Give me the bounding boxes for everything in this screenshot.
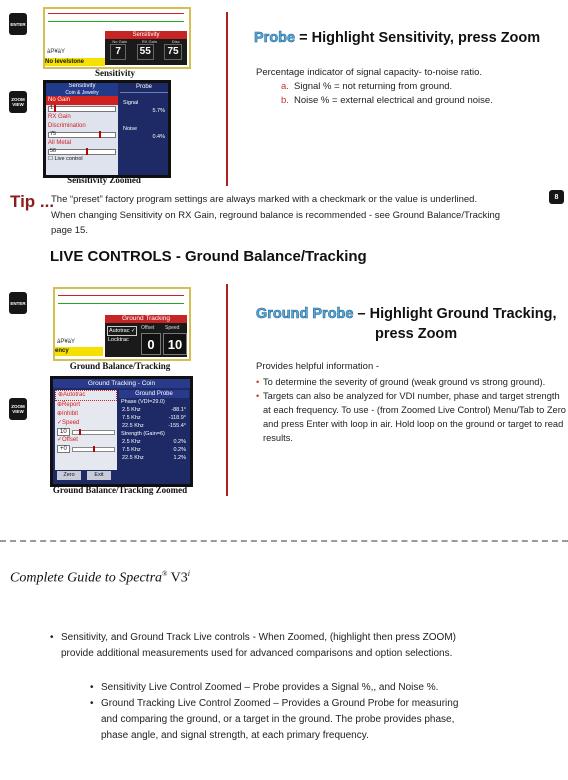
noise-label: Noise [123, 126, 138, 132]
ground-probe-bullet: • To determine the severity of ground (weak ground vs strong ground). [256, 375, 566, 389]
value-rx-gain[interactable]: 55 [137, 44, 154, 60]
strength-row: 7.5 Khz 0.2% [122, 447, 186, 453]
zoomed-item-rx-gain[interactable]: RX Gain [48, 114, 71, 120]
divider-mid [226, 284, 228, 496]
ground-probe-heading [256, 306, 557, 322]
phase-row: 2.5 Khz -88.1° [122, 407, 186, 413]
ground-probe-intro: Provides helpful information - [256, 361, 380, 372]
phase-row: 7.5 Khz -118.9° [122, 415, 186, 421]
zoom-view-key-icon: ZOOM VIEW [9, 398, 27, 420]
zoomed-subtitle: Coin & Jewelry [46, 90, 118, 96]
live-control-label[interactable]: ☐ Live control [48, 156, 83, 162]
value-no-gain[interactable]: 7 [110, 44, 126, 60]
tip-line-1: The “preset” factory program settings are always marked with a checkmark or the value is underlined. [51, 194, 478, 205]
zoomed-item-discrimination[interactable]: Discrimination [48, 123, 86, 129]
guide-sub-bullet-2-line-1: Ground Tracking Live Control Zoomed – Provides a Ground Probe for measuring [101, 698, 459, 709]
sensitivity-zoomed-screen [43, 80, 171, 178]
ency-label: ency [55, 347, 103, 356]
guide-bullet-main-line-2: provide additional measurements used for advanced comparisons and option selections. [61, 648, 453, 659]
zoom-view-key-icon: ZOOM VIEW [9, 91, 27, 113]
col-rx-gain: RX Gain [141, 39, 157, 44]
discrimination-bar[interactable]: 75 [48, 132, 116, 138]
sensitivity-caption: Sensitivity [94, 68, 135, 78]
guide-sub-bullet-2-line-2: and comparing the ground, or a target in the ground. The probe provides phase, [101, 714, 455, 725]
probe-heading [254, 30, 540, 46]
ground-probe-heading-rest-2: press Zoom [375, 326, 458, 342]
ground-probe-heading-rest-1: – Highlight Ground Tracking, [353, 306, 557, 322]
autotrac-option[interactable]: Autotrac ✓ [109, 328, 136, 334]
noise-value: 0.4% [152, 134, 165, 140]
menu-inhibit[interactable]: ⊕Inhibit [57, 411, 79, 417]
phase-header: Phase (VDI=29.0) [121, 399, 165, 405]
speed-label: Speed [165, 325, 180, 331]
no-gain-bar[interactable]: 1 [48, 106, 116, 112]
live-controls-heading: LIVE CONTROLS - Ground Balance/Tracking [50, 248, 367, 265]
sensitivity-screen [43, 7, 191, 69]
col-no-gain: No Gain [112, 39, 128, 44]
probe-intro: Percentage indicator of signal capacity- to-noise ratio. [256, 67, 483, 78]
guide-sub-bullet-2-line-3: phase angle, and signal strength, at each primary frequency. [101, 730, 369, 741]
menu-speed[interactable]: ✓Speed [57, 420, 80, 426]
value-disc[interactable]: 75 [164, 44, 181, 60]
probe-list-item: a. Signal % = not returning from ground. [281, 81, 453, 92]
sensitivity-zoomed-caption: Sensitivity Zoomed [67, 175, 141, 185]
menu-offset[interactable]: ✓Offset [57, 437, 78, 443]
ground-probe-title: Ground Probe [119, 390, 189, 398]
probe-list-item: b. Noise % = external electrical and ground noise. [281, 95, 493, 106]
menu-autotrac[interactable]: ⊕Autotrac [55, 390, 117, 401]
sensitivity-side-label: àP¥àY [47, 49, 66, 55]
ground-side-label: àP¥àY [57, 339, 76, 345]
zoomed-item-all-metal[interactable]: All Metal [48, 140, 72, 146]
probe-heading-word: Probe [254, 30, 296, 46]
guide-sub-bullet-dot: • [90, 682, 94, 693]
locktrac-option[interactable]: Locktrac [108, 337, 129, 343]
probe-panel-title: Probe [120, 83, 168, 93]
no-levelstone-label: No levelstone [45, 58, 105, 66]
tip-label: Tip ... [10, 192, 55, 211]
offset-value[interactable]: 0 [141, 333, 161, 355]
speed-slider[interactable] [72, 430, 115, 435]
guide-bullet-main: • [50, 632, 54, 643]
zero-button[interactable]: Zero [57, 471, 81, 480]
zoomed-title: Sensitivity [46, 83, 118, 90]
page-separator [0, 540, 568, 542]
ground-caption: Ground Balance/Tracking [69, 361, 171, 371]
tip-line-2: When changing Sensitivity on RX Gain, reground balance is recommended - see Ground Balance/Tracking [51, 210, 501, 221]
all-metal-bar[interactable]: 56 [48, 149, 116, 155]
ground-zoomed-screen [50, 376, 193, 487]
tip-key-icon: 8 [549, 190, 564, 204]
probe-list [281, 80, 493, 108]
guide-sub-bullet-1: Sensitivity Live Control Zoomed – Probe provides a Signal %,, and Noise %. [101, 682, 439, 693]
ground-zoomed-title: Ground Tracking - Coin [53, 379, 190, 388]
ground-zoomed-caption: Ground Balance/Tracking Zoomed [52, 485, 188, 495]
enter-key-icon: ENTER [9, 292, 27, 314]
menu-report[interactable]: ⊕Report [57, 402, 81, 408]
guide-title: Complete Guide to Spectra® V3$^i$ [10, 569, 190, 586]
strength-header: Strength (Gain=6) [121, 431, 165, 437]
strength-row: 22.5 Khz 1.2% [122, 455, 186, 461]
probe-heading-rest: = Highlight Sensitivity, press Zoom [295, 30, 541, 46]
ground-probe-heading-word: Ground Probe [256, 306, 354, 322]
ground-tracking-screen [53, 287, 191, 361]
col-disc: Disc [171, 39, 180, 44]
enter-key-icon: ENTER [9, 13, 27, 35]
divider-top [226, 12, 228, 186]
offset-slider[interactable] [72, 447, 115, 452]
speed-value[interactable]: 10 [163, 333, 187, 355]
ground-probe-bullet: • Targets can also be analyzed for VDI number, phase and target strength at each frequency. To use - (from Zoomed Live Control) Menu/Tab to Zero and press Enter with loop in air. Hold loop on the ground or target to read results. [256, 389, 566, 445]
ground-panel-title: Ground Tracking [105, 315, 187, 323]
sensitivity-panel-title: Sensitivity [105, 31, 187, 39]
phase-row: 22.5 Khz -155.4° [122, 423, 186, 429]
zoomed-item-no-gain[interactable]: No Gain [46, 96, 118, 105]
ground-probe-bullets [256, 375, 566, 445]
speed-zoomed-value[interactable]: 10 [57, 428, 70, 436]
strength-row: 2.5 Khz 0.2% [122, 439, 186, 445]
offset-zoomed-value[interactable]: +0 [57, 445, 70, 453]
offset-label: Offset [141, 325, 155, 331]
signal-label: Signal [123, 100, 139, 106]
guide-bullet-main-line-1: Sensitivity, and Ground Track Live controls - When Zoomed, (highlight then press ZOOM) [61, 632, 456, 643]
exit-button[interactable]: Exit [87, 471, 111, 480]
guide-sub-bullet-dot: • [90, 698, 94, 709]
signal-value: 5.7% [152, 108, 165, 114]
tip-line-3: page 15. [51, 225, 88, 236]
